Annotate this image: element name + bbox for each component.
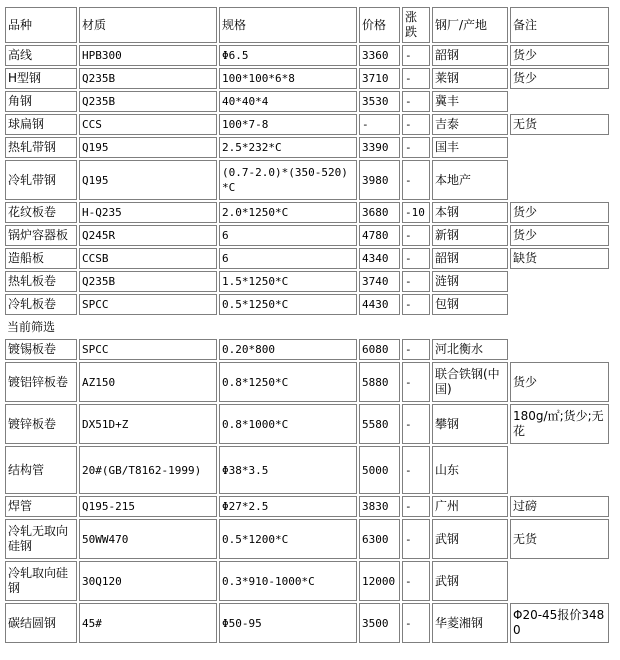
cell-price: 6300	[359, 519, 400, 559]
header-product: 品种	[5, 7, 77, 43]
cell-price: 6080	[359, 339, 400, 360]
cell-note	[510, 137, 609, 158]
cell-mill: 武钢	[432, 561, 508, 601]
table-row	[5, 248, 609, 269]
cell-note	[510, 339, 609, 360]
cell-price: 5580	[359, 404, 400, 444]
cell-material: Q235B	[79, 68, 217, 89]
cell-mill: 吉泰	[432, 114, 508, 135]
table-row	[5, 225, 609, 246]
cell-price: 3680	[359, 202, 400, 223]
cell-product: 角钢	[5, 91, 77, 112]
cell-mill: 武钢	[432, 519, 508, 559]
header-row	[5, 7, 609, 43]
cell-product: 冷轧带钢	[5, 160, 77, 200]
cell-mill: 联合铁钢(中国)	[432, 362, 508, 402]
table-row	[5, 294, 609, 315]
cell-price: 3500	[359, 603, 400, 643]
cell-change: -	[402, 339, 430, 360]
table-row	[5, 271, 609, 292]
header-spec: 规格	[219, 7, 357, 43]
cell-mill: 新钢	[432, 225, 508, 246]
cell-material: SPCC	[79, 294, 217, 315]
cell-material: DX51D+Z	[79, 404, 217, 444]
cell-mill: 广州	[432, 496, 508, 517]
header-price: 价格	[359, 7, 400, 43]
cell-material: CCSB	[79, 248, 217, 269]
cell-mill: 冀丰	[432, 91, 508, 112]
cell-note: 货少	[510, 45, 609, 66]
cell-product: 镀锌板卷	[5, 404, 77, 444]
cell-mill: 韶钢	[432, 248, 508, 269]
table-row	[5, 45, 609, 66]
cell-mill: 河北衡水	[432, 339, 508, 360]
cell-price: 3980	[359, 160, 400, 200]
cell-price: -	[359, 114, 400, 135]
table-row	[5, 91, 609, 112]
cell-mill: 华菱湘钢	[432, 603, 508, 643]
cell-price: 3530	[359, 91, 400, 112]
cell-note: 货少	[510, 225, 609, 246]
cell-change: -	[402, 404, 430, 444]
table-row	[5, 561, 609, 601]
cell-mill: 莱钢	[432, 68, 508, 89]
cell-note: Φ20-45报价3480	[510, 603, 609, 643]
cell-product: 热轧带钢	[5, 137, 77, 158]
table-row	[5, 446, 609, 494]
cell-change: -	[402, 114, 430, 135]
cell-material: Q235B	[79, 91, 217, 112]
cell-note: 180g/㎡;货少;无花	[510, 404, 609, 444]
cell-product: 镀锡板卷	[5, 339, 77, 360]
table-row	[5, 519, 609, 559]
cell-change: -	[402, 91, 430, 112]
cell-spec: 0.8*1000*C	[219, 404, 357, 444]
cell-change: -	[402, 45, 430, 66]
cell-spec: 0.8*1250*C	[219, 362, 357, 402]
cell-price: 4340	[359, 248, 400, 269]
cell-change: -	[402, 603, 430, 643]
cell-material: CCS	[79, 114, 217, 135]
table-row	[5, 603, 609, 643]
cell-note	[510, 91, 609, 112]
cell-material: 45#	[79, 603, 217, 643]
cell-material: H-Q235	[79, 202, 217, 223]
cell-spec: 0.5*1200*C	[219, 519, 357, 559]
cell-spec: 100*7-8	[219, 114, 357, 135]
cell-mill: 涟钢	[432, 271, 508, 292]
cell-mill: 国丰	[432, 137, 508, 158]
table-row	[5, 68, 609, 89]
steel-price-table	[3, 5, 611, 645]
cell-product: 焊管	[5, 496, 77, 517]
cell-mill: 山东	[432, 446, 508, 494]
cell-product: 热轧板卷	[5, 271, 77, 292]
header-material: 材质	[79, 7, 217, 43]
table-row	[5, 160, 609, 200]
cell-mill: 韶钢	[432, 45, 508, 66]
cell-note	[510, 446, 609, 494]
cell-note	[510, 160, 609, 200]
cell-change: -	[402, 137, 430, 158]
cell-note	[510, 271, 609, 292]
cell-change: -	[402, 68, 430, 89]
cell-spec: 100*100*6*8	[219, 68, 357, 89]
cell-spec: 6	[219, 225, 357, 246]
cell-note	[510, 294, 609, 315]
cell-product: 结构管	[5, 446, 77, 494]
cell-change: -	[402, 225, 430, 246]
cell-material: Q195-215	[79, 496, 217, 517]
cell-product: 冷轧无取向硅钢	[5, 519, 77, 559]
cell-change: -	[402, 271, 430, 292]
cell-product: 冷轧板卷	[5, 294, 77, 315]
cell-material: HPB300	[79, 45, 217, 66]
cell-spec: 2.0*1250*C	[219, 202, 357, 223]
cell-change: -	[402, 561, 430, 601]
cell-change: -	[402, 496, 430, 517]
cell-product: 高线	[5, 45, 77, 66]
cell-material: 20#(GB/T8162-1999)	[79, 446, 217, 494]
section-row	[5, 317, 609, 337]
cell-change: -	[402, 519, 430, 559]
table-row	[5, 362, 609, 402]
cell-spec: 6	[219, 248, 357, 269]
cell-price: 5000	[359, 446, 400, 494]
cell-spec: Φ27*2.5	[219, 496, 357, 517]
table-row	[5, 114, 609, 135]
cell-spec: 1.5*1250*C	[219, 271, 357, 292]
table-body	[5, 7, 609, 643]
header-note: 备注	[510, 7, 609, 43]
cell-note: 无货	[510, 114, 609, 135]
cell-price: 12000	[359, 561, 400, 601]
cell-product: 球扁钢	[5, 114, 77, 135]
cell-mill: 包钢	[432, 294, 508, 315]
cell-change: -	[402, 294, 430, 315]
cell-change: -10	[402, 202, 430, 223]
cell-product: H型钢	[5, 68, 77, 89]
cell-spec: 0.20*800	[219, 339, 357, 360]
cell-spec: 0.5*1250*C	[219, 294, 357, 315]
cell-price: 3710	[359, 68, 400, 89]
cell-material: SPCC	[79, 339, 217, 360]
cell-spec: Φ50-95	[219, 603, 357, 643]
cell-spec: Φ38*3.5	[219, 446, 357, 494]
cell-price: 3360	[359, 45, 400, 66]
cell-product: 冷轧取向硅钢	[5, 561, 77, 601]
cell-product: 造船板	[5, 248, 77, 269]
cell-note	[510, 561, 609, 601]
table-row	[5, 404, 609, 444]
cell-price: 4430	[359, 294, 400, 315]
cell-price: 5880	[359, 362, 400, 402]
cell-change: -	[402, 362, 430, 402]
cell-price: 3390	[359, 137, 400, 158]
table-row	[5, 339, 609, 360]
current-filter-label: 当前筛选	[7, 319, 56, 334]
cell-material: Q235B	[79, 271, 217, 292]
cell-material: 30Q120	[79, 561, 217, 601]
cell-note: 货少	[510, 202, 609, 223]
table-row	[5, 202, 609, 223]
cell-material: Q245R	[79, 225, 217, 246]
cell-spec: (0.7-2.0)*(350-520)*C	[219, 160, 357, 200]
cell-spec: 2.5*232*C	[219, 137, 357, 158]
cell-price: 3740	[359, 271, 400, 292]
table-row	[5, 137, 609, 158]
cell-product: 锅炉容器板	[5, 225, 77, 246]
cell-spec: Φ6.5	[219, 45, 357, 66]
cell-note: 缺货	[510, 248, 609, 269]
cell-note: 货少	[510, 362, 609, 402]
cell-mill: 攀钢	[432, 404, 508, 444]
cell-material: Q195	[79, 137, 217, 158]
header-change: 涨跌	[402, 7, 430, 43]
cell-spec: 40*40*4	[219, 91, 357, 112]
cell-material: Q195	[79, 160, 217, 200]
cell-material: AZ150	[79, 362, 217, 402]
table-row	[5, 496, 609, 517]
cell-note: 过磅	[510, 496, 609, 517]
cell-change: -	[402, 160, 430, 200]
cell-mill: 本钢	[432, 202, 508, 223]
cell-product: 花纹板卷	[5, 202, 77, 223]
cell-change: -	[402, 248, 430, 269]
cell-material: 50WW470	[79, 519, 217, 559]
cell-change: -	[402, 446, 430, 494]
cell-price: 4780	[359, 225, 400, 246]
cell-spec: 0.3*910-1000*C	[219, 561, 357, 601]
cell-mill: 本地产	[432, 160, 508, 200]
cell-product: 镀铝锌板卷	[5, 362, 77, 402]
cell-note: 货少	[510, 68, 609, 89]
cell-note: 无货	[510, 519, 609, 559]
cell-product: 碳结圆钢	[5, 603, 77, 643]
header-mill: 钢厂/产地	[432, 7, 508, 43]
cell-price: 3830	[359, 496, 400, 517]
